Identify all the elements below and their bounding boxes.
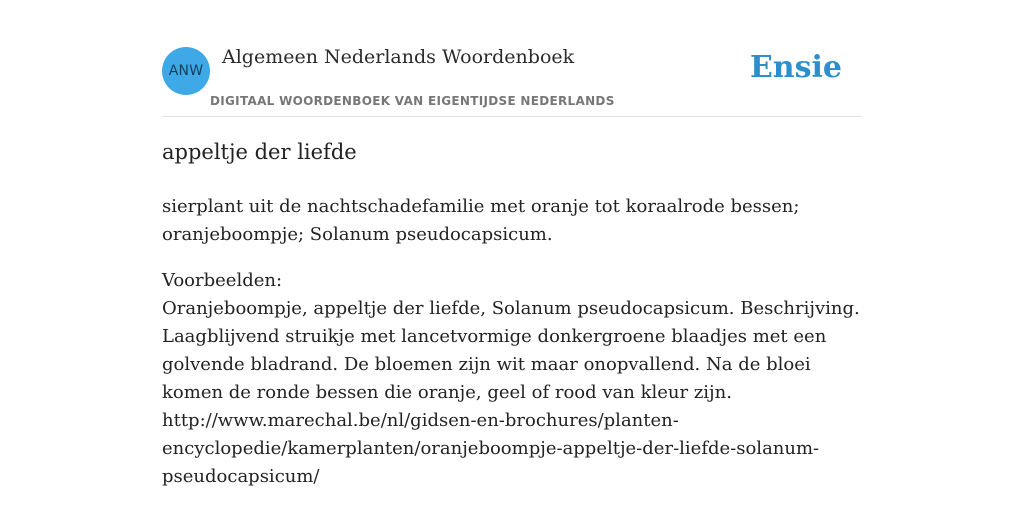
example-source-url-line-3: pseudocapsicum/: [162, 466, 320, 487]
example-source-url-line-1: http://www.marechal.be/nl/gidsen-en-brochures/planten-: [162, 410, 679, 431]
example-source-url-line-2: encyclopedie/kamerplanten/oranjeboompje-appeltje-der-liefde-solanum-: [162, 438, 820, 459]
anw-logo-text: ANW: [168, 63, 204, 79]
site-subtitle: DIGITAAL WOORDENBOEK VAN EIGENTIJDSE NEDERLANDS: [210, 94, 615, 108]
ensie-brand-link[interactable]: Ensie: [749, 50, 842, 85]
site-header: [162, 0, 862, 117]
entry-definition: sierplant uit de nachtschadefamilie met oranje tot koraalrode bessen; oranjeboompje; Solanum pseudocapsicum.: [162, 196, 800, 245]
examples-section: [162, 267, 862, 491]
entry-term: appeltje der liefde: [162, 140, 357, 164]
anw-logo[interactable]: [162, 47, 210, 95]
site-title[interactable]: Algemeen Nederlands Woordenboek: [222, 46, 575, 68]
page-container: [162, 0, 862, 487]
examples-label: Voorbeelden:: [162, 270, 283, 291]
example-text: Oranjeboompje, appeltje der liefde, Solanum pseudocapsicum. Beschrijving. Laagblijvend struikje met lancetvormige donkergroene blaadjes met een golvende bladrand. De bloemen zijn wit maar onopvallend. Na de bloei komen de ronde bessen die oranje, geel of rood van kleur zijn.: [162, 298, 860, 403]
